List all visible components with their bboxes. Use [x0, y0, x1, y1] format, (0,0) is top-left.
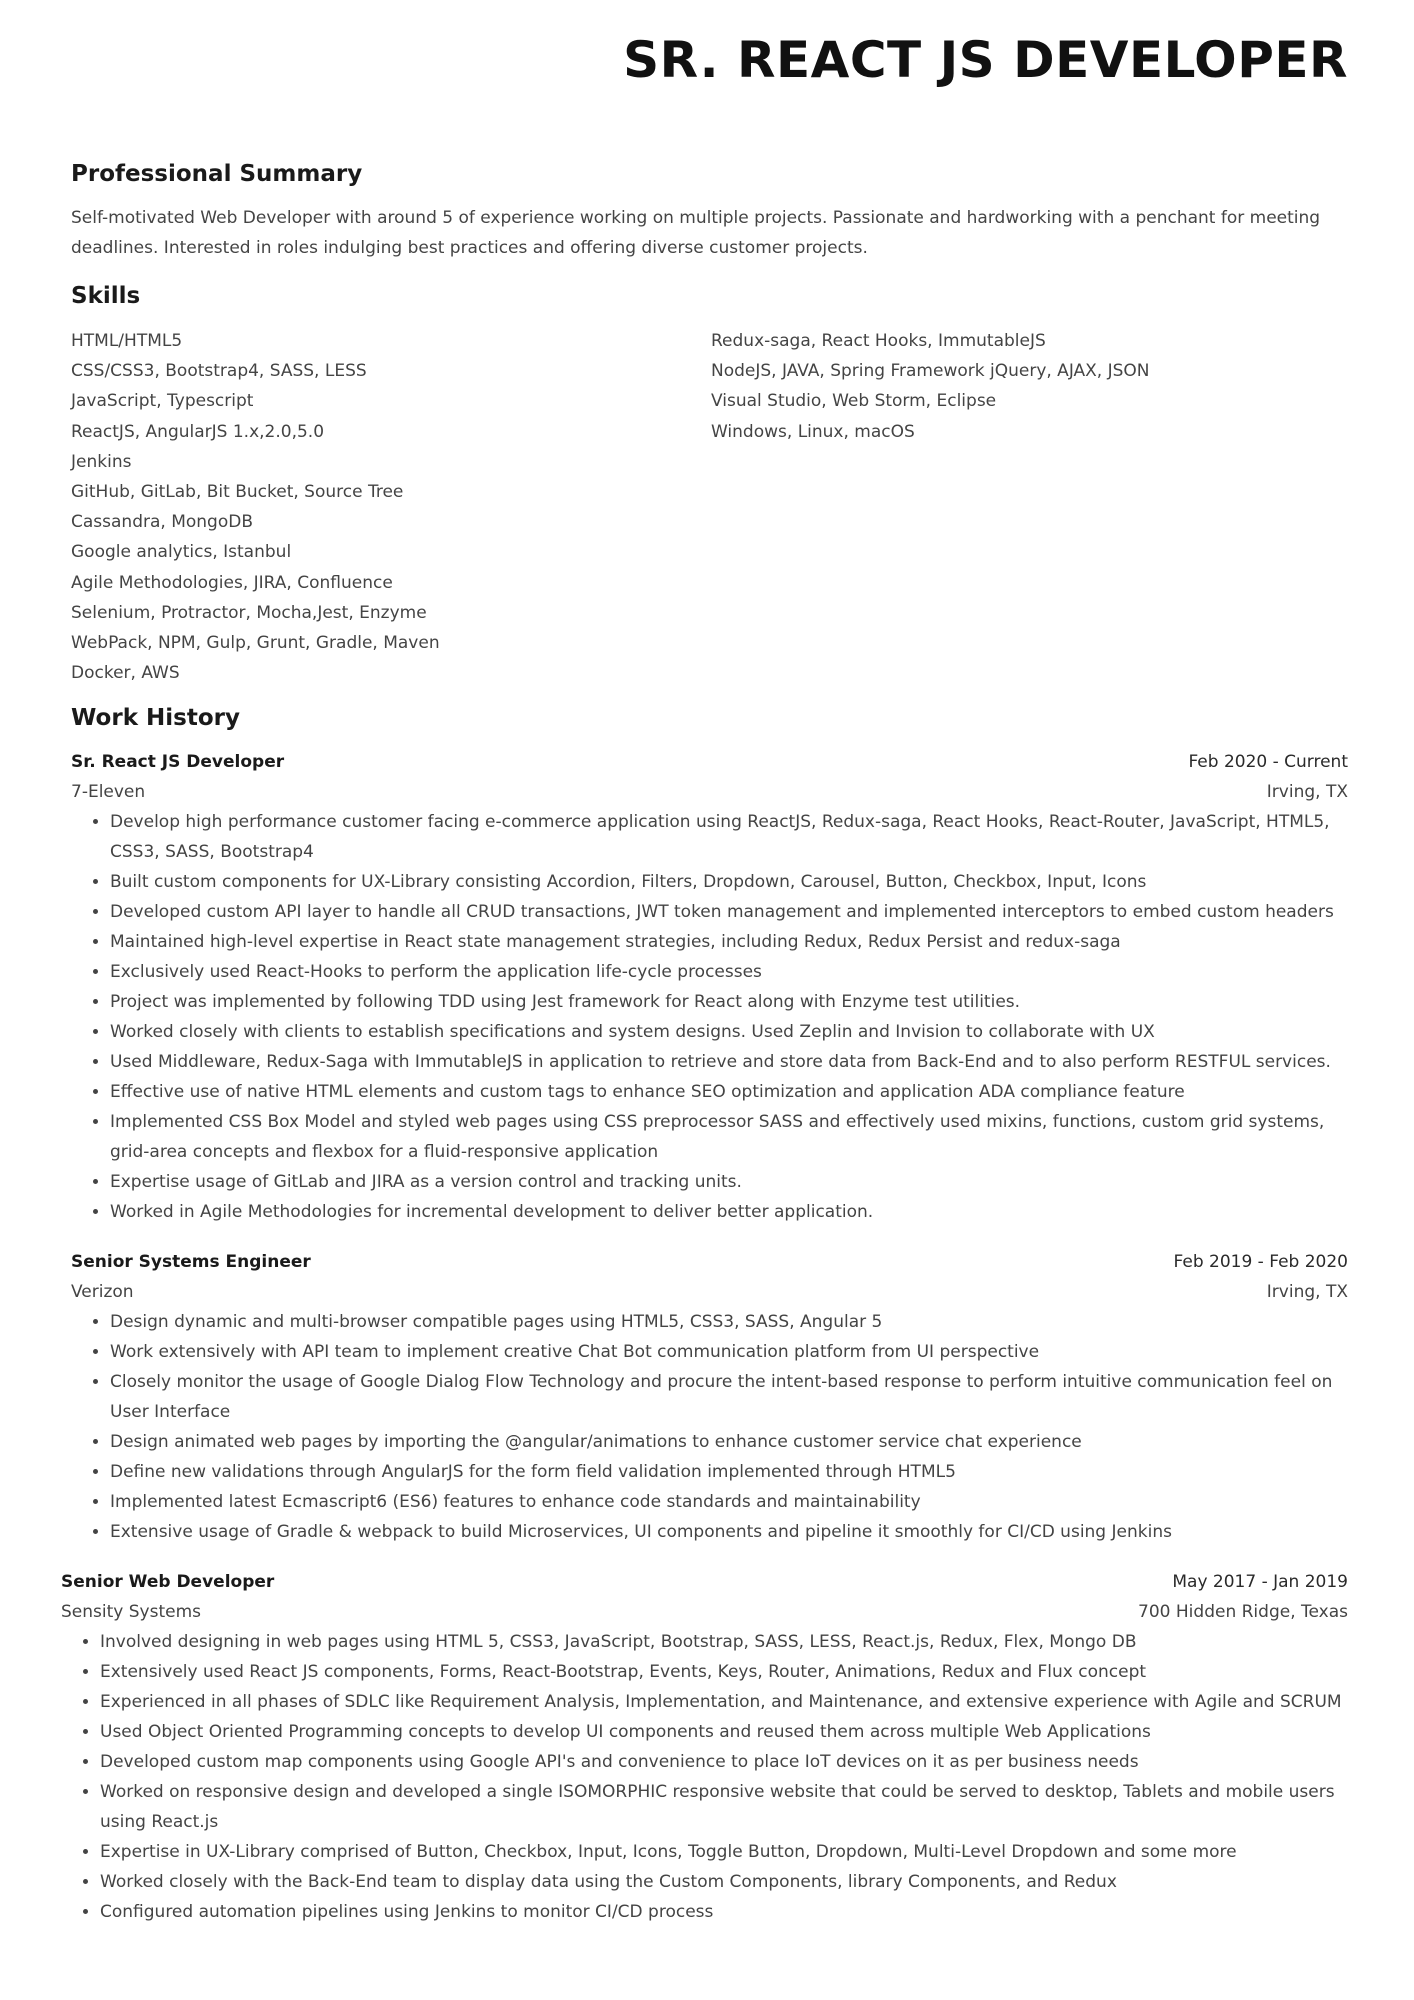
skill-item: Docker, AWS	[71, 663, 180, 684]
job-bullet: • Effective use of native HTML elements and custom tags to enhance SEO optimization and application ADA compliance feature	[110, 1077, 1348, 1107]
job-bullet-list	[71, 1307, 1348, 1547]
job-bullet: • Involved designing in web pages using HTML 5, CSS3, JavaScript, Bootstrap, SASS, LESS, React.js, Redux, Flex, Mongo DB	[100, 1627, 1348, 1657]
skill-item: JavaScript, Typescript	[71, 391, 254, 412]
skills-section	[71, 281, 1348, 688]
job-bullet: • Used Middleware, Redux-Saga with ImmutableJS in application to retrieve and store data from Back-End and to also perform RESTFUL services.	[110, 1047, 1348, 1077]
job-list	[61, 747, 1348, 1927]
job-bullet: • Worked in Agile Methodologies for incremental development to deliver better application.	[110, 1197, 1348, 1227]
job-bullet: • Configured automation pipelines using Jenkins to monitor CI/CD process	[100, 1897, 1348, 1927]
work-history-section	[61, 703, 1348, 1927]
job-bullet: • Exclusively used React-Hooks to perform the application life-cycle processes	[110, 957, 1348, 987]
job-bullet: • Project was implemented by following TDD using Jest framework for React along with Enzyme test utilities.	[110, 987, 1348, 1017]
job-bullet: • Developed custom map components using Google API's and convenience to place IoT devices on it as per business needs	[100, 1747, 1348, 1777]
job-bullet-list	[71, 807, 1348, 1227]
job-bullet: • Expertise in UX-Library comprised of Button, Checkbox, Input, Icons, Toggle Button, Dropdown, Multi-Level Dropdown and some more	[100, 1837, 1348, 1867]
job-bullet: • Design animated web pages by importing the @angular/animations to enhance customer service chat experience	[110, 1427, 1348, 1457]
job-company-row	[71, 777, 1348, 807]
skills-right-column	[711, 326, 1150, 688]
skill-item: Selenium, Protractor, Mocha,Jest, Enzyme	[71, 602, 427, 623]
job-bullet: • Experienced in all phases of SDLC like Requirement Analysis, Implementation, and Maintenance, and extensive experience with Agile and SCRUM	[100, 1687, 1348, 1717]
resume-title: SR. REACT JS DEVELOPER	[623, 31, 1348, 89]
job-company-row	[71, 1277, 1348, 1307]
job-bullet: • Implemented latest Ecmascript6 (ES6) features to enhance code standards and maintainability	[110, 1487, 1348, 1517]
job-header-row	[61, 1567, 1348, 1597]
skills-left-column	[71, 326, 711, 688]
skill-item: Redux-saga, React Hooks, ImmutableJS	[711, 331, 1046, 351]
skill-item: Windows, Linux, macOS	[711, 421, 915, 442]
skills-columns	[71, 326, 1348, 688]
job-bullet: • Built custom components for UX-Library consisting Accordion, Filters, Dropdown, Carousel, Button, Checkbox, Input, Icons	[110, 867, 1348, 897]
skill-item: Cassandra, MongoDB	[71, 512, 253, 533]
job-bullet: • Define new validations through AngularJS for the form field validation implemented through HTML5	[110, 1457, 1348, 1487]
job-location: Irving, TX	[1266, 1282, 1348, 1303]
job-title: Senior Web Developer	[61, 1572, 275, 1593]
job-bullet: • Develop high performance customer facing e-commerce application using ReactJS, Redux-saga, React Hooks, React-Router, JavaScript, HTML5, CSS3, SASS, Bootstrap4	[110, 807, 1348, 867]
skill-item: ReactJS, AngularJS 1.x,2.0,5.0	[71, 421, 325, 442]
job-bullet: • Worked closely with clients to establish specifications and system designs. Used Zeplin and Invision to collaborate with UX	[110, 1017, 1348, 1047]
job-location: Irving, TX	[1266, 782, 1348, 803]
summary-text: Self-motivated Web Developer with around 5 of experience working on multiple projects. Passionate and hardworking with a penchant for meeting deadlines. Interested in roles indulging best practices and offering diverse customer projects.	[71, 208, 1321, 258]
job-entry	[71, 1247, 1348, 1547]
job-bullet: • Implemented CSS Box Model and styled web pages using CSS preprocessor SASS and effectively used mixins, functions, custom grid systems, grid-area concepts and flexbox for a fluid-responsive application	[110, 1107, 1348, 1167]
job-location: 700 Hidden Ridge, Texas	[1138, 1602, 1348, 1623]
skills-heading: Skills	[71, 283, 141, 309]
job-bullet: • Expertise usage of GitLab and JIRA as a version control and tracking units.	[110, 1167, 1348, 1197]
summary-heading: Professional Summary	[71, 161, 363, 187]
job-entry	[71, 747, 1348, 1227]
skill-item: Agile Methodologies, JIRA, Confluence	[71, 572, 393, 593]
summary-section	[71, 159, 1348, 263]
job-entry	[61, 1567, 1348, 1927]
skill-item: NodeJS, JAVA, Spring Framework jQuery, AJAX, JSON	[711, 361, 1150, 382]
skill-item: HTML/HTML5	[71, 331, 183, 351]
job-title: Senior Systems Engineer	[71, 1252, 311, 1273]
job-company: Sensity Systems	[61, 1602, 201, 1623]
skill-item: Visual Studio, Web Storm, Eclipse	[711, 391, 997, 412]
skill-item: WebPack, NPM, Gulp, Grunt, Gradle, Maven	[71, 633, 440, 654]
job-bullet: • Work extensively with API team to implement creative Chat Bot communication platform from UI perspective	[110, 1337, 1348, 1367]
job-company: Verizon	[71, 1282, 134, 1303]
job-bullet: • Extensively used React JS components, Forms, React-Bootstrap, Events, Keys, Router, Animations, Redux and Flux concept	[100, 1657, 1348, 1687]
skill-item: CSS/CSS3, Bootstrap4, SASS, LESS	[71, 361, 367, 382]
job-bullet: • Used Object Oriented Programming concepts to develop UI components and reused them across multiple Web Applications	[100, 1717, 1348, 1747]
job-header-row	[71, 747, 1348, 777]
job-dates: Feb 2019 - Feb 2020	[1173, 1252, 1348, 1273]
job-bullet: • Closely monitor the usage of Google Dialog Flow Technology and procure the intent-based response to perform intuitive communication feel on User Interface	[110, 1367, 1348, 1427]
job-company-row	[61, 1597, 1348, 1627]
job-bullet: • Design dynamic and multi-browser compatible pages using HTML5, CSS3, SASS, Angular 5	[110, 1307, 1348, 1337]
job-header-row	[71, 1247, 1348, 1277]
job-bullet: • Worked closely with the Back-End team to display data using the Custom Components, library Components, and Redux	[100, 1867, 1348, 1897]
job-bullet: • Worked on responsive design and developed a single ISOMORPHIC responsive website that could be served to desktop, Tablets and mobile users using React.js	[100, 1777, 1348, 1837]
job-dates: May 2017 - Jan 2019	[1172, 1572, 1348, 1593]
job-bullet: • Developed custom API layer to handle all CRUD transactions, JWT token management and implemented interceptors to embed custom headers	[110, 897, 1348, 927]
skill-item: Google analytics, Istanbul	[71, 542, 292, 563]
skill-item: Jenkins	[71, 451, 132, 472]
skill-item: GitHub, GitLab, Bit Bucket, Source Tree	[71, 482, 404, 503]
job-bullet-list	[61, 1627, 1348, 1927]
job-bullet: • Extensive usage of Gradle & webpack to build Microservices, UI components and pipeline it smoothly for CI/CD using Jenkins	[110, 1517, 1348, 1547]
job-company: 7-Eleven	[71, 782, 146, 803]
job-title: Sr. React JS Developer	[71, 752, 285, 773]
job-dates: Feb 2020 - Current	[1188, 752, 1348, 773]
work-history-heading: Work History	[71, 705, 240, 732]
job-bullet: • Maintained high-level expertise in React state management strategies, including Redux, Redux Persist and redux-saga	[110, 927, 1348, 957]
